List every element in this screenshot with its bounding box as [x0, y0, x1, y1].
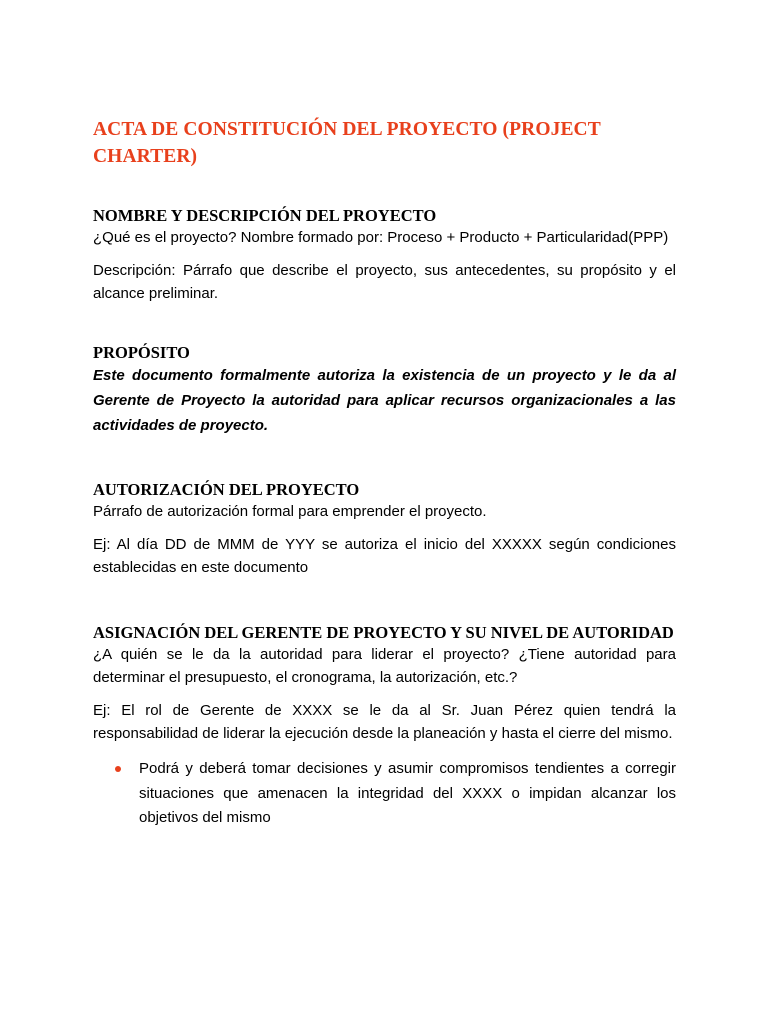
- asignacion-paragraph-1: ¿A quién se le da la autoridad para liderar el proyecto? ¿Tiene autoridad para determinar el presupuesto, el cronograma, la autorización, etc.?: [93, 646, 676, 686]
- document-title: ACTA DE CONSTITUCIÓN DEL PROYECTO (PROJECT CHARTER): [93, 119, 601, 167]
- section-heading-autorizacion: AUTORIZACIÓN DEL PROYECTO: [93, 480, 360, 499]
- section-heading-proposito: PROPÓSITO: [93, 343, 190, 362]
- nombre-paragraph-2: Descripción: Párrafo que describe el proyecto, sus antecedentes, su propósito y el alcance preliminar.: [93, 262, 676, 302]
- asignacion-paragraph-2: Ej: El rol de Gerente de XXXX se le da al Sr. Juan Pérez quien tendrá la responsabilidad de liderar la ejecución desde la planeación y hasta el cierre del mismo.: [93, 702, 676, 742]
- section-heading-asignacion: ASIGNACIÓN DEL GERENTE DE PROYECTO Y SU NIVEL DE AUTORIDAD: [93, 623, 674, 642]
- autorizacion-paragraph-1: Párrafo de autorización formal para emprender el proyecto.: [93, 503, 487, 520]
- asignacion-bullet-list: [93, 757, 676, 831]
- list-item: [93, 757, 676, 831]
- bullet-icon: [115, 766, 121, 772]
- section-autorizacion: [93, 480, 676, 579]
- autorizacion-paragraph-2: Ej: Al día DD de MMM de YYY se autoriza el inicio del XXXXX según condiciones establecidas en este documento: [93, 536, 676, 576]
- section-proposito: [93, 343, 676, 438]
- section-nombre: [93, 206, 676, 305]
- section-heading-nombre: NOMBRE Y DESCRIPCIÓN DEL PROYECTO: [93, 206, 437, 225]
- document-page: [93, 116, 676, 831]
- bullet-text: Podrá y deberá tomar decisiones y asumir compromisos tendientes a corregir situaciones que amenacen la integridad del XXXX o impidan alcanzar los objetivos del mismo: [139, 760, 676, 826]
- section-asignacion: [93, 623, 676, 831]
- nombre-paragraph-1: ¿Qué es el proyecto? Nombre formado por: Proceso + Producto + Particularidad(PPP): [93, 229, 669, 246]
- proposito-paragraph-1: Este documento formalmente autoriza la existencia de un proyecto y le da al Gerente de Proyecto la autoridad para aplicar recursos organizacionales a las actividades de proyecto.: [93, 367, 676, 434]
